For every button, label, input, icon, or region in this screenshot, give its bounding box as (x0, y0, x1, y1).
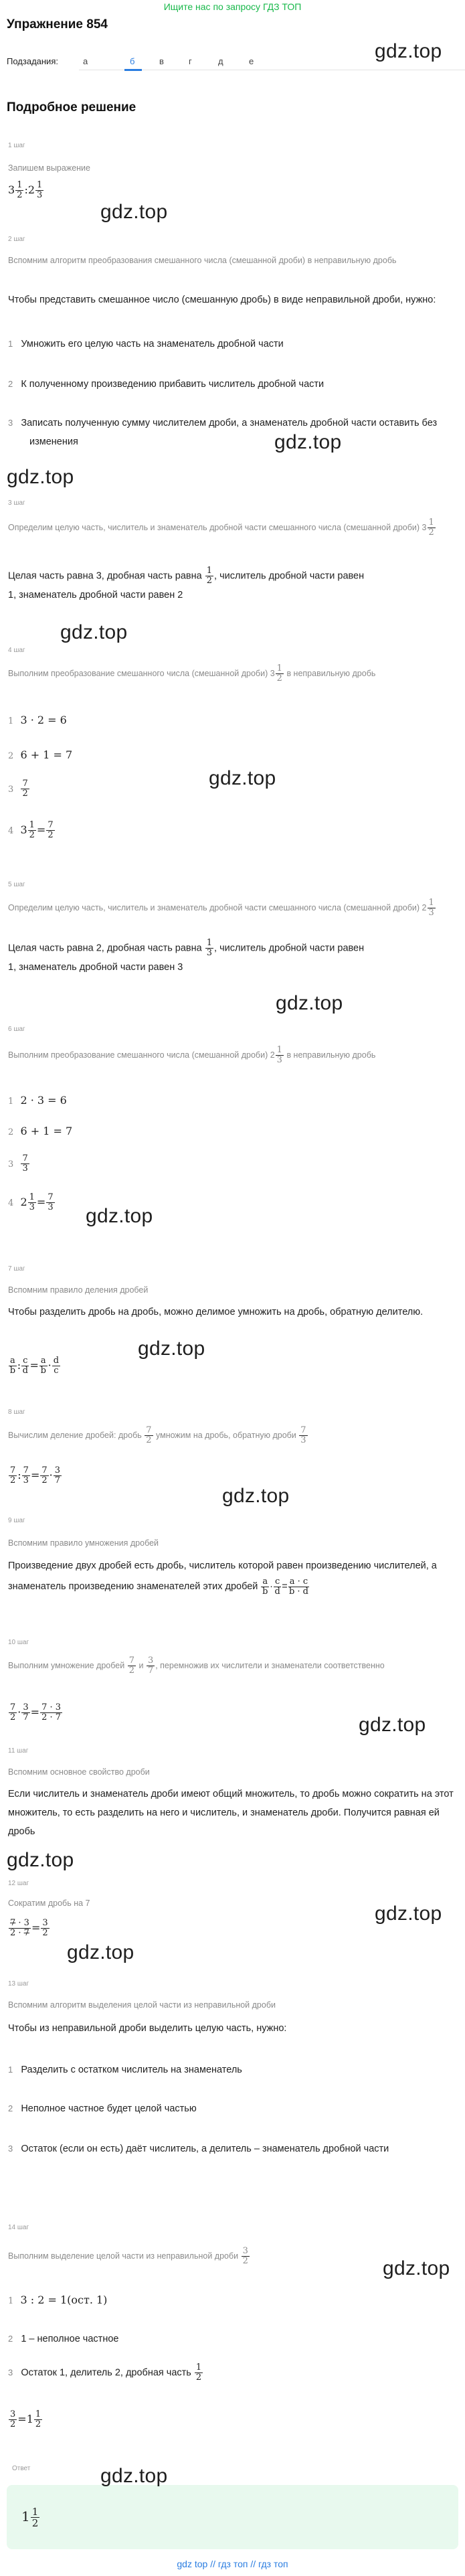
step-note: Вспомним алгоритм преобразования смешанного числа (смешанной дроби) в неправильную дробь (8, 256, 397, 265)
calc-line: 3 Остаток 1, делитель 2, дробная часть $\frac{1}{2}$ (8, 2362, 202, 2383)
calc-line: 4 2 $\frac{1}{3}$ = $\frac{7}{3}$ (8, 1192, 54, 1212)
watermark: gdz.top (100, 201, 168, 223)
step-note: Вычислим деление дробей: дробь $\frac{7}{2}$ умножим на дробь, обратную дроби $\frac{7}{3}$ (8, 1425, 306, 1445)
step-note: Выполним выделение целой части из неправильной дроби $\frac{3}{2}$ (8, 2246, 248, 2266)
rule-text: Произведение двух дробей есть дробь, числитель которой равен произведению числителей, а знаменатель произведению знаменателей этих дробей $\frac{a}{b}$ · $\frac{c}{d}$ = $\frac{a \cdot c}{b \cdot d}$ (8, 1560, 437, 1597)
step-note: Вспомним алгоритм выделения целой части из неправильной дроби (8, 2000, 276, 2010)
subtask-d[interactable]: д (218, 56, 223, 66)
step-note: Выполним преобразование смешанного числа (смешанной дроби) 2 $\frac{1}{3}$ в неправильную дробь (8, 1045, 376, 1065)
step-note: Выполним умножение дробей $\frac{7}{2}$ и $\frac{3}{7}$ , перемножив их числители и знаменатели соответственно (8, 1656, 385, 1676)
page-title: Упражнение 854 (7, 17, 108, 31)
step-label: 3 шаг (8, 499, 25, 507)
step-note: Выполним преобразование смешанного числа (смешанной дроби) 3 $\frac{1}{2}$ в неправильную дробь (8, 663, 376, 683)
expression: 3 $\frac{1}{2}$ :2 $\frac{1}{3}$ (8, 180, 43, 200)
formula: $\frac{3}{2}$ =1 $\frac{1}{2}$ (10, 2409, 41, 2429)
list-item: 3 Записать полученную сумму числителем дроби, а знаменатель дробной части оставить без изменения (8, 418, 438, 447)
step-note: Вспомним правило умножения дробей (8, 1538, 159, 1548)
step-label: 11 шаг (8, 1747, 29, 1755)
watermark: gdz.top (375, 1903, 442, 1925)
subtask-b[interactable]: б (130, 56, 135, 66)
rule-text: Чтобы разделить дробь на дробь, можно делимое умножить на дробь, обратную делителю. (8, 1307, 424, 1317)
watermark: gdz.top (222, 1485, 290, 1507)
footer-links[interactable]: gdz top // гдз топ // гдз топ (177, 2559, 288, 2569)
calc-line: 1 2 · 3 = 6 (8, 1094, 67, 1107)
formula: $\frac{7}{2}$ : $\frac{7}{3}$ = $\frac{7}{2}$ · $\frac{3}{7}$ (10, 1465, 61, 1485)
step-label: 8 шаг (8, 1408, 25, 1416)
step-label: 1 шаг (8, 142, 25, 149)
watermark: gdz.top (274, 431, 342, 453)
watermark: gdz.top (7, 1849, 74, 1871)
calc-line: 3 $\frac{7}{3}$ (8, 1153, 28, 1174)
subtask-active-indicator (124, 69, 142, 71)
list-item: 2 Неполное частное будет целой частью (8, 2103, 197, 2114)
formula: $\frac{7 \cdot 3}{2 \cdot 7}$ = $\frac{3}{2}$ (10, 1918, 48, 1938)
calc-line: 2 1 – неполное частное (8, 2334, 119, 2344)
step-note: Вспомним основное свойство дроби (8, 1767, 150, 1777)
formula: $\frac{a}{b}$ : $\frac{c}{d}$ = $\frac{a}{b}$ · $\frac{d}{c}$ (9, 1356, 60, 1376)
step-label: 7 шаг (8, 1265, 25, 1273)
answer-label: Ответ (12, 2465, 31, 2472)
rule-text: Если числитель и знаменатель дроби имеют общий множитель, то дробь можно сократить на этот множитель, то есть разделить на него и числитель, и знаменатель дроби. Получится равная ей дробь (8, 1789, 454, 1837)
search-hint-link[interactable]: Ищите нас по запросу ГДЗ ТОП (163, 1, 302, 12)
step-label: 12 шаг (8, 1880, 29, 1887)
calc-line: 4 3 $\frac{1}{2}$ = $\frac{7}{2}$ (8, 820, 54, 840)
watermark: gdz.top (60, 621, 128, 643)
watermark: gdz.top (209, 767, 276, 789)
calc-line: 2 6 + 1 = 7 (8, 748, 73, 761)
step-label: 5 шаг (8, 881, 25, 888)
watermark: gdz.top (7, 466, 74, 488)
watermark: gdz.top (375, 40, 442, 62)
watermark: gdz.top (67, 1941, 134, 1963)
calc-line: 2 6 + 1 = 7 (8, 1125, 73, 1137)
section-title: Подробное решение (7, 100, 136, 114)
step-label: 2 шаг (8, 236, 25, 243)
watermark: gdz.top (383, 2257, 450, 2279)
calc-line: 1 3 : 2 = 1(ост. 1) (8, 2293, 108, 2306)
step-note: Сократим дробь на 7 (8, 1899, 90, 1908)
formula: $\frac{7}{2}$ · $\frac{3}{7}$ = $\frac{7 \cdot 3}{2 \cdot 7}$ (10, 1702, 62, 1722)
watermark: gdz.top (138, 1338, 205, 1360)
step-label: 14 шаг (8, 2224, 29, 2231)
watermark: gdz.top (359, 1714, 426, 1736)
answer-box (7, 2485, 458, 2549)
subtask-v[interactable]: в (159, 56, 164, 66)
subtask-g[interactable]: г (189, 56, 192, 66)
rule-text: Чтобы представить смешанное число (смешанную дробь) в виде неправильной дроби, нужно: (8, 295, 436, 305)
answer-value: 1 $\frac{1}{2}$ (21, 2506, 39, 2529)
subtask-e[interactable]: е (249, 56, 254, 66)
rule-text: Чтобы из неправильной дроби выделить целую часть, нужно: (8, 2023, 287, 2034)
step-note: Вспомним правило деления дробей (8, 1285, 149, 1295)
step-note: Определим целую часть, числитель и знаменатель дробной части смешанного числа (смешанной дроби) 2 $\frac{1}{3}$ (8, 898, 434, 918)
watermark: gdz.top (100, 2465, 168, 2487)
step-note: Запишем выражение (8, 163, 90, 173)
step-label: 6 шаг (8, 1026, 25, 1033)
result-text: Целая часть равна 3, дробная часть равна $\frac{1}{2}$ , числитель дробной части равен 1, знаменатель дробной части равен 2 (8, 566, 365, 600)
list-item: 2 К полученному произведению прибавить числитель дробной части (8, 379, 324, 390)
step-label: 13 шаг (8, 1980, 29, 1988)
list-item: 1 Разделить с остатком числитель на знаменатель (8, 2065, 242, 2075)
watermark: gdz.top (86, 1205, 153, 1227)
step-label: 9 шаг (8, 1517, 25, 1524)
subtask-a[interactable]: а (83, 56, 88, 66)
step-label: 10 шаг (8, 1639, 29, 1646)
result-text: Целая часть равна 2, дробная часть равна $\frac{1}{3}$ , числитель дробной части равен 1, знаменатель дробной части равен 3 (8, 938, 365, 973)
watermark: gdz.top (276, 992, 343, 1014)
list-item: 3 Остаток (если он есть) даёт числитель, а делитель – знаменатель дробной части (8, 2144, 389, 2154)
calc-line: 1 3 · 2 = 6 (8, 714, 67, 726)
list-item: 1 Умножить его целую часть на знаменатель дробной части (8, 339, 284, 349)
step-note: Определим целую часть, числитель и знаменатель дробной части смешанного числа (смешанной дроби) 3 $\frac{1}{2}$ (8, 517, 434, 538)
step-label: 4 шаг (8, 647, 25, 654)
subtasks-label: Подзадания: (7, 56, 58, 66)
calc-line: 3 $\frac{7}{2}$ (8, 779, 28, 799)
